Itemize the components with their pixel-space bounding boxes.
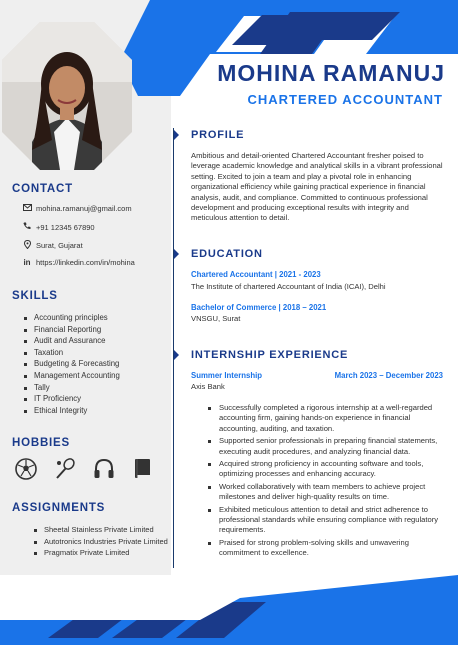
education-entry-heading: Bachelor of Commerce | 2018 – 2021 xyxy=(191,303,327,312)
internship-company: Axis Bank xyxy=(191,382,225,391)
hobbies-icons xyxy=(14,457,155,481)
internship-marker xyxy=(174,350,179,360)
internship-bullet: Exhibited meticulous attention to detail and strict adherence to professional standards while ensuring compliance with regulatory requirements. xyxy=(219,505,445,536)
skill-item: Audit and Assurance xyxy=(34,335,120,347)
education-entry-institute: The Institute of chartered Accountant of India (ICAI), Delhi xyxy=(191,282,386,291)
badminton-icon xyxy=(53,457,77,481)
assignments-heading: ASSIGNMENTS xyxy=(12,502,106,514)
contact-phone[interactable] xyxy=(22,222,95,232)
email-text: mohina.ramanuj@gmail.com xyxy=(36,204,132,213)
headphones-icon xyxy=(92,457,116,481)
assignment-item: Autotronics Industries Private Limited xyxy=(44,536,170,548)
profile-marker xyxy=(174,130,179,140)
soccer-ball-icon xyxy=(14,457,38,481)
phone-icon xyxy=(22,222,32,232)
skill-item: Taxation xyxy=(34,347,120,359)
assignment-item: Pragmatix Private Limited xyxy=(44,547,170,559)
skill-item: Management Accounting xyxy=(34,370,120,380)
book-icon xyxy=(131,457,155,481)
candidate-title: CHARTERED ACCOUNTANT xyxy=(247,92,443,107)
internship-bullet: Worked collaboratively with team members to achieve project milestones and deliver high-quality results on time. xyxy=(219,482,445,503)
hobbies-heading: HOBBIES xyxy=(12,437,70,449)
location-text: Surat, Gujarat xyxy=(36,241,83,250)
candidate-name: MOHINA RAMANUJ xyxy=(217,60,445,86)
top-blue-stripe xyxy=(392,0,458,12)
contact-location xyxy=(22,240,83,251)
internship-role: Summer Internship xyxy=(191,371,263,380)
contact-email[interactable] xyxy=(22,204,132,213)
skills-list xyxy=(34,312,120,416)
internship-heading: INTERNSHIP EXPERIENCE xyxy=(191,349,349,361)
contact-linkedin[interactable] xyxy=(22,258,135,267)
skill-item: Accounting principles xyxy=(34,312,120,324)
contact-heading: CONTACT xyxy=(12,183,73,195)
email-icon xyxy=(22,204,32,213)
linkedin-icon: in xyxy=(23,258,31,267)
phone-text: +91 12345 67890 xyxy=(36,222,95,232)
internship-bullet: Supported senior professionals in preparing financial statements, executing audit procedures, and analyzing financial data. xyxy=(219,436,445,457)
skill-item: Financial Reporting xyxy=(34,324,120,336)
profile-summary: Ambitious and detail-oriented Chartered Accountant fresher poised to leverage academic knowledge and analytical skills in a vibrant professional setting. Excited to join a team and play a pivotal role in enhancing organizational efficiency while gaining practical experience in financial analysis, audit, and compliance. Committed to continuous professional development and producing exceptional results with integrity and meticulous attention to detail. xyxy=(191,151,443,223)
education-entry-institute: VNSGU, Surat xyxy=(191,314,241,323)
education-entry-heading: Chartered Accountant | 2021 - 2023 xyxy=(191,270,321,279)
skills-heading: SKILLS xyxy=(12,290,58,302)
profile-heading: PROFILE xyxy=(191,129,245,141)
internship-bullet: Acquired strong proficiency in accounting software and tools, optimizing processes and enhancing accuracy. xyxy=(219,459,445,480)
internship-bullet: Praised for strong problem-solving skills and unwavering commitment to excellence. xyxy=(219,538,445,559)
education-marker xyxy=(174,249,179,259)
education-heading: EDUCATION xyxy=(191,248,263,260)
timeline-line xyxy=(173,128,174,568)
profile-photo xyxy=(2,22,132,170)
internship-bullet: Successfully completed a rigorous internship at a well-regarded accounting firm, gaining hands-on experience in financial accounting, auditing, and taxation. xyxy=(219,403,445,434)
bottom-white-area xyxy=(0,598,240,620)
internship-bullets xyxy=(219,403,445,561)
location-icon xyxy=(22,240,32,251)
skill-item: Tally xyxy=(34,382,120,394)
assignments-list xyxy=(44,524,170,559)
internship-dates: March 2023 – December 2023 xyxy=(334,371,443,380)
skill-item: Budgeting & Forecasting xyxy=(34,359,120,369)
assignment-item: Sheetal Stainless Private Limited xyxy=(44,524,170,536)
skill-item: IT Proficiency xyxy=(34,393,120,405)
skill-item: Ethical Integrity xyxy=(34,405,120,417)
linkedin-text: https://linkedin.com/in/mohina xyxy=(36,258,135,267)
